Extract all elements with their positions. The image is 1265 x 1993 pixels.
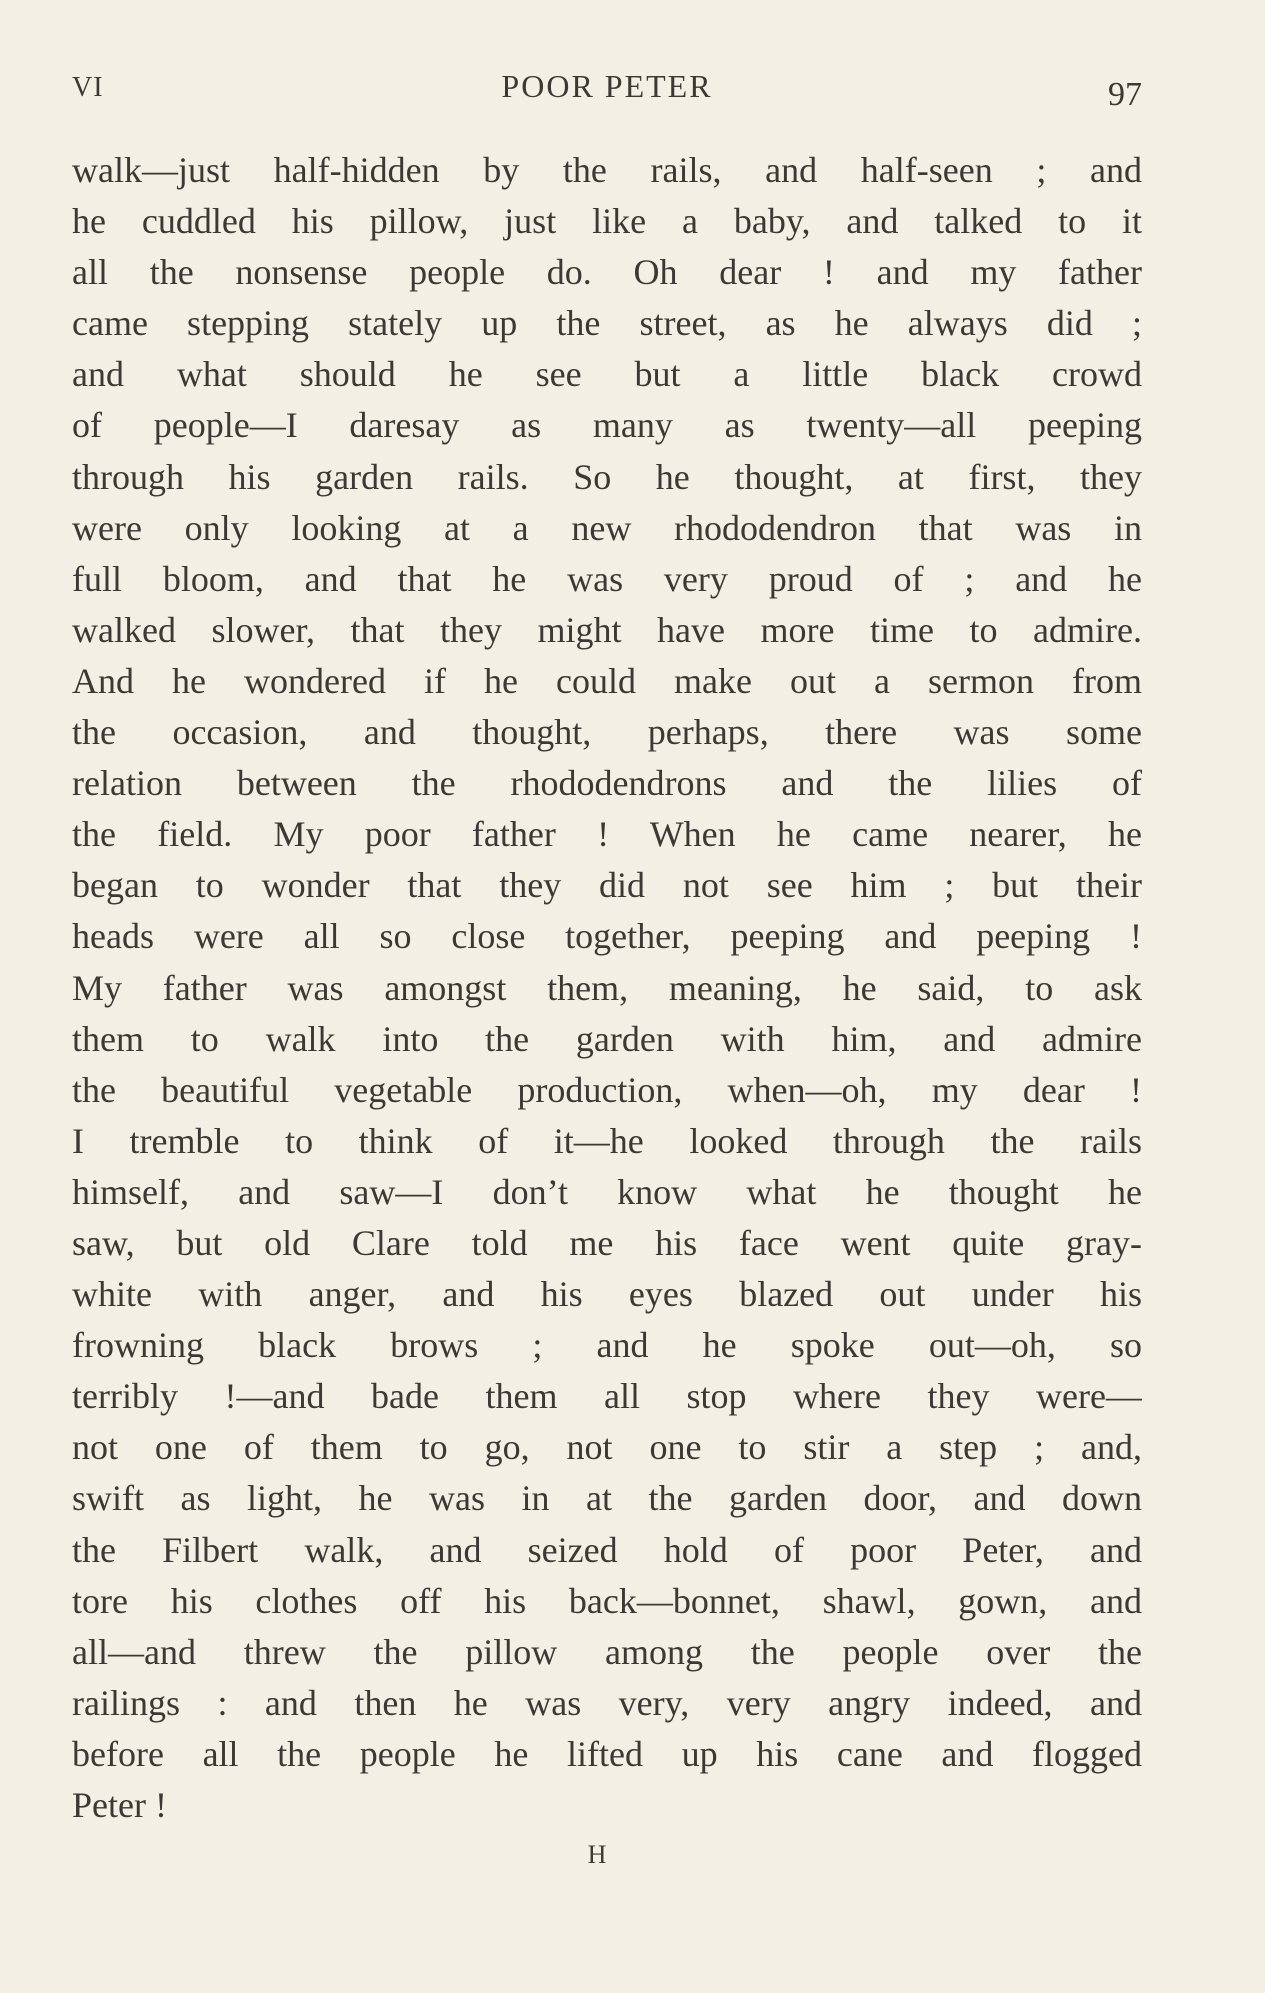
running-title: POOR PETER xyxy=(501,68,713,104)
text-line: through his garden rails. So he thought, at first, they xyxy=(72,456,1142,497)
text-line: the Filbert walk, and seized hold of poor Peter, and xyxy=(72,1529,1142,1570)
text-line: came stepping stately up the street, as he always did ; xyxy=(72,303,1142,344)
body-text xyxy=(72,145,1142,1831)
text-line: tore his clothes off his back—bonnet, shawl, gown, and xyxy=(72,1580,1142,1621)
text-line: full bloom, and that he was very proud of ; and he xyxy=(72,558,1142,599)
text-line: saw, but old Clare told me his face went quite gray- xyxy=(72,1222,1142,1263)
text-line: all the nonsense people do. Oh dear ! and my father xyxy=(72,252,1142,293)
text-line: And he wondered if he could make out a sermon from xyxy=(72,660,1142,701)
text-line: railings : and then he was very, very angry indeed, and xyxy=(72,1682,1142,1723)
text-line: I tremble to think of it—he looked through the rails xyxy=(72,1120,1142,1161)
text-line: he cuddled his pillow, just like a baby, and talked to it xyxy=(72,201,1142,242)
text-line: and what should he see but a little black crowd xyxy=(72,354,1142,395)
text-line: heads were all so close together, peeping and peeping ! xyxy=(72,916,1142,957)
text-line: the occasion, and thought, perhaps, there was some xyxy=(72,712,1142,753)
text-line: were only looking at a new rhododendron that was in xyxy=(72,507,1142,548)
text-line: walk—just half-hidden by the rails, and half-seen ; and xyxy=(72,150,1142,190)
text-line: terribly !—and bade them all stop where they were— xyxy=(72,1376,1142,1417)
signature-mark: H xyxy=(587,1840,608,1869)
text-line: them to walk into the garden with him, and admire xyxy=(72,1018,1142,1059)
text-line: My father was amongst them, meaning, he said, to ask xyxy=(72,967,1142,1008)
text-line: frowning black brows ; and he spoke out—oh, so xyxy=(72,1325,1142,1366)
text-line: before all the people he lifted up his cane and flogged xyxy=(72,1733,1142,1774)
text-line: of people—I daresay as many as twenty—all peeping xyxy=(72,405,1142,446)
running-header xyxy=(72,66,1142,116)
page-number: 97 xyxy=(1108,76,1142,113)
text-line: relation between the rhododendrons and the lilies of xyxy=(72,763,1142,804)
text-line: all—and threw the pillow among the people over the xyxy=(72,1631,1142,1672)
text-line: swift as light, he was in at the garden door, and down xyxy=(72,1478,1142,1519)
text-line: white with anger, and his eyes blazed out under his xyxy=(72,1274,1142,1315)
text-line: the field. My poor father ! When he came nearer, he xyxy=(72,814,1142,855)
text-line: walked slower, that they might have more time to admire. xyxy=(72,609,1142,650)
chapter-number: VI xyxy=(72,72,104,103)
text-line: began to wonder that they did not see him ; but their xyxy=(72,865,1142,906)
text-line: the beautiful vegetable production, when—oh, my dear ! xyxy=(72,1069,1142,1110)
text-line: himself, and saw—I don’t know what he thought he xyxy=(72,1171,1142,1212)
text-line: not one of them to go, not one to stir a step ; and, xyxy=(72,1427,1142,1468)
text-line: Peter ! xyxy=(72,1785,167,1825)
